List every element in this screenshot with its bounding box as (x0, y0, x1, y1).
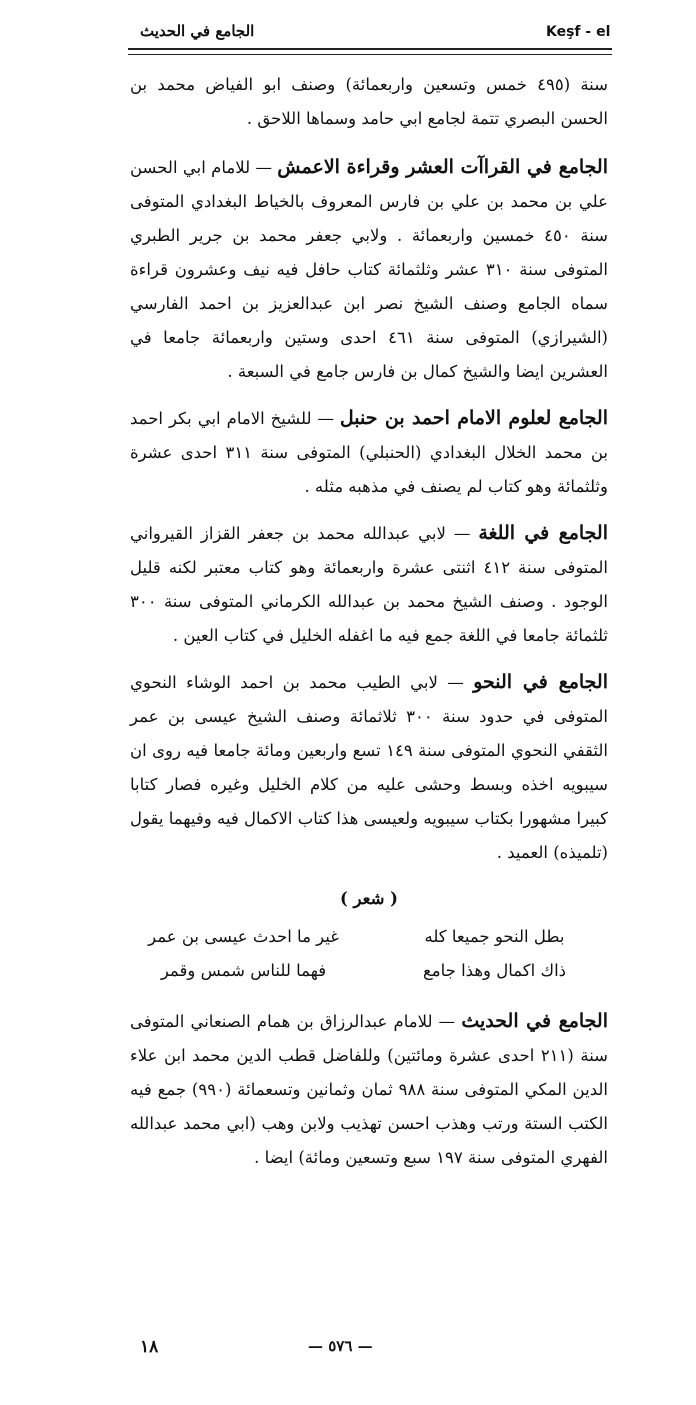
entry-heading: الجامع لعلوم الامام احمد بن حنبل (339, 407, 608, 429)
entry-lugha (130, 516, 608, 653)
entry-heading: الجامع في القراآت العشر وقراءة الاعمش (277, 156, 608, 178)
header-rule-thin (128, 54, 612, 55)
page-number: — ٥٧٦ — (308, 1337, 373, 1355)
entry-heading: الجامع في النحو (473, 671, 608, 693)
entry-text: — للشيخ الامام ابي بكر احمد بن محمد الخلال البغدادي (الحنبلي) المتوفى سنة ٣١١ احدى عشرة وثلثمائة وهو كتاب لم يصنف في مذهبه مثله . (130, 409, 608, 496)
poem-verse-second: فهما للناس شمس وقمر (160, 961, 327, 980)
poem-verse-first: بطل النحو جميعا كله (424, 927, 565, 946)
entry-text: — لابي عبدالله محمد بن جعفر القزاز القيرواني المتوفى سنة ٤١٢ اثنتى عشرة واربعمائة وهو كتاب معتبر لكنه قليل الوجود . وصنف الشيخ محمد بن عبدالله الكرماني المتوفى سنة ٣٠٠ ثلثمائة جامعا في اللغة جمع فيه ما اغفله الخليل في كتاب العين . (130, 524, 608, 645)
poem-title: ( شعر ) (340, 889, 398, 908)
entry-heading: الجامع في اللغة (478, 522, 609, 544)
entry-qiraat (130, 150, 608, 389)
intro-paragraph: سنة (٤٩٥ خمس وتسعين واربعمائة) وصنف ابو الفياض محمد بن الحسن البصري تتمة لجامع ابي حامد وسماها اللاحق . (130, 75, 608, 128)
entry-heading: الجامع في الحديث (461, 1010, 608, 1032)
entry-hadith (130, 1004, 608, 1175)
entry-ahmad (130, 401, 608, 504)
entry-text: — للامام ابي الحسن علي بن محمد بن علي بن فارس المعروف بالخياط البغدادي المتوفى سنة ٤٥٠ خمسين واربعمائة . ولابي جعفر محمد بن جرير الطبري المتوفى سنة ٣١٠ عشر وثلثمائة كتاب حافل فيه نيف وعشرون قراءة سماه الجامع وصنف الشيخ نصر ابن عبدالعزيز بن احمد الفارسي (الشيرازي) المتوفى سنة ٤٦١ احدى وستين واربعمائة جامعا في العشرين ايضا والشيخ كمال بن فارس جامع في السبعة . (130, 158, 608, 381)
signature-mark: ١٨ (140, 1337, 159, 1357)
header-rule (128, 48, 612, 50)
header-right-title: الجامع في الحديث (140, 22, 255, 40)
entry-text: — للامام عبدالرزاق بن همام الصنعاني المتوفى سنة (٢١١ احدى عشرة ومائتين) وللفاضل قطب الدين محمد ابن علاء الدين المكي المتوفى سنة ٩٨٨ ثمان وثمانين وتسعمائة (٩٩٠) جمع فيه الكتب الستة ورتب وهذب احسن تهذيب ولابن وهب (ابي محمد عبدالله الفهري المتوفى سنة ١٩٧ سبع وتسعين ومائة) ايضا . (130, 1012, 608, 1167)
entry-text: — لابي الطيب محمد بن احمد الوشاء النحوي المتوفى في حدود سنة ٣٠٠ ثلاثمائة وصنف الشيخ عيسى بن عمر الثقفي النحوي المتوفى سنة ١٤٩ تسع واربعين ومائة جامعا فيه روى ان سيبويه اخذه وبسط وحشى عليه من كلام الخليل وغيره فصار كتابا كبيرا مشهورا بكتاب سيبويه ولعيسى هذا كتاب الاكمال فيه وفيهما يقول (تلميذه) العميد . (130, 673, 608, 862)
poem (130, 920, 608, 988)
page-footer (0, 1337, 696, 1367)
poem-verse-second: غير ما احدث عيسى بن عمر (148, 927, 339, 946)
entry-nahw (130, 665, 608, 870)
poem-verse-first: ذاك اكمال وهذا جامع (422, 961, 567, 980)
header-left-title: Keşf - el (546, 24, 611, 40)
running-header (0, 22, 696, 44)
page-body (130, 68, 608, 1187)
